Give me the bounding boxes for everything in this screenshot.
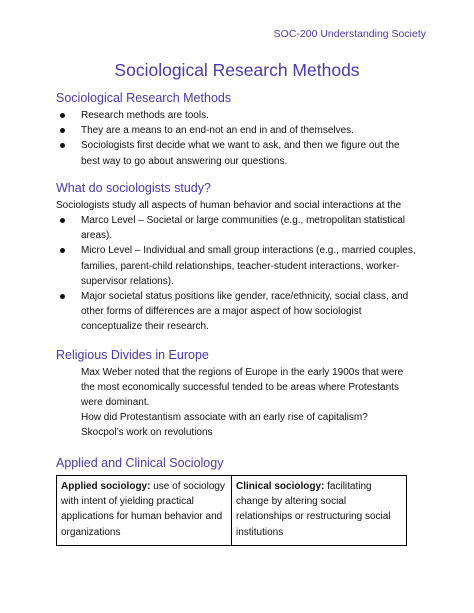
table-cell-clinical xyxy=(232,476,407,546)
list-item: Sociologists first decide what we want to ask, and then we figure out the best way to go about answering our questions. xyxy=(56,138,416,168)
bullet-icon xyxy=(60,294,65,299)
weber-note: Max Weber noted that the regions of Europe in the early 1900s that were the most economically successful tended to be areas where Protestants were dominant. xyxy=(81,367,404,409)
list-item: Research methods are tools. xyxy=(56,108,416,123)
bullet-icon xyxy=(60,143,65,148)
clinical-term: Clinical sociology: xyxy=(236,481,325,492)
bullet-icon xyxy=(60,128,65,133)
page-title: Sociological Research Methods xyxy=(114,60,360,80)
list-item: They are a means to an end-not an end in and of themselves. xyxy=(56,123,416,138)
applied-definition: use of sociology with intent of yielding practical applications for human behavior and organizations xyxy=(61,481,225,538)
list-item: Micro Level – Individual and small group interactions (e.g., married couples, families, parent-child relationships, teacher-student interactions, worker-supervisor relations). xyxy=(56,243,418,289)
research-methods-list xyxy=(56,108,416,169)
section-heading-research-methods: Sociological Research Methods xyxy=(56,91,232,105)
study-intro: Sociologists study all aspects of human behavior and social interactions at the xyxy=(56,200,402,211)
bullet-icon xyxy=(60,218,65,223)
bullet-icon xyxy=(60,248,65,253)
applied-term: Applied sociology: xyxy=(61,481,151,492)
skocpol-note: Skocpol’s work on revolutions xyxy=(81,427,213,438)
bullet-icon xyxy=(60,113,65,118)
section-heading-religious-divides: Religious Divides in Europe xyxy=(56,348,209,362)
list-item: Marco Level – Societal or large communities (e.g., metropolitan statistical areas). xyxy=(56,213,418,243)
course-header: SOC-200 Understanding Society xyxy=(273,28,426,40)
table-row xyxy=(57,476,407,546)
study-list xyxy=(56,213,418,335)
list-item: Major societal status positions like gender, race/ethnicity, social class, and other forms of differences are a major aspect of how sociologist conceptualize their research. xyxy=(56,289,418,335)
protestantism-question: How did Protestantism associate with an early rise of capitalism? xyxy=(81,412,368,423)
table-cell-applied xyxy=(57,476,232,546)
section-heading-applied-clinical: Applied and Clinical Sociology xyxy=(56,456,224,470)
applied-clinical-table xyxy=(56,475,407,546)
clinical-definition: facilitating change by altering social relationships or restructuring social institutions xyxy=(236,481,391,538)
section-heading-what-study: What do sociologists study? xyxy=(56,181,211,195)
